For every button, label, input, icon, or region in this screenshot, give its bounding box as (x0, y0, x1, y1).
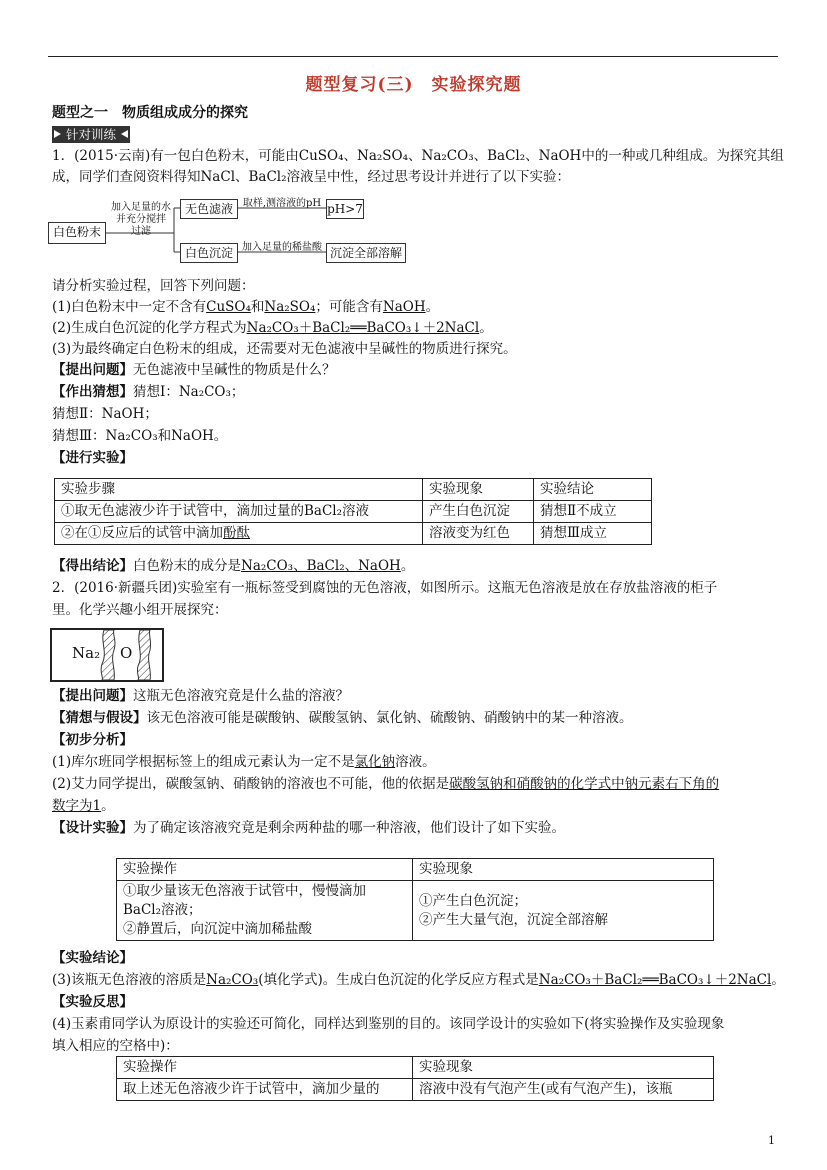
q1-guess (52, 382, 782, 402)
table-header: 实验现象 (413, 859, 714, 881)
table-cell: 溶液变为红色 (423, 523, 534, 545)
table-row (55, 523, 652, 545)
q2-a2-answer-cont: 数字为1 (52, 798, 102, 814)
q1-intro-line2: 成，同学们查阅资料得知NaCl、BaCl₂溶液呈中性，经过思考设计并进行了以下实验： (52, 169, 571, 185)
cell-line: ②静置后，向沉淀中滴加稀盐酸 (123, 921, 312, 937)
table-cell: 取上述无色溶液少许于试管中，滴加少量的 (117, 1079, 413, 1101)
q1-lead: 请分析实验过程，回答下列问题： (52, 278, 255, 294)
q1-intro-line1: 1．(2015·云南)有一包白色粉末，可能由CuSO₄、Na₂SO₄、Na₂CO₃、BaCl₂、NaOH中的一种或几种组成。为探究其组 (52, 148, 784, 164)
q2-conclusion (52, 970, 785, 990)
practice-badge: 针对训练 (52, 126, 130, 143)
table-row (117, 1079, 714, 1101)
flow-dissolve-box: 沉淀全部溶解 (326, 243, 406, 263)
q1-question-label: 【提出问题】 (52, 362, 133, 378)
page-number: 1 (768, 1134, 775, 1147)
q2-cc-answer1: Na₂CO₃ (206, 972, 259, 988)
q1-guess-label: 【作出猜想】 (52, 384, 133, 400)
table-cell: 溶液中没有气泡产生(或有气泡产生)，该瓶 (413, 1079, 714, 1101)
q2-design (52, 818, 782, 838)
table-cell (55, 523, 423, 545)
table-row (117, 881, 714, 941)
q1-conclusion-pre: 白色粉末的成分是 (133, 558, 241, 574)
table-cell (117, 881, 413, 941)
table-row (55, 501, 652, 523)
q2-intro-line1: 2．(2016·新疆兵团)实验室有一瓶标签受到腐蚀的无色溶液，如图所示。这瓶无色溶液是放在存放盐溶液的柜子 (52, 580, 718, 596)
q2-question-text: 这瓶无色溶液究竟是什么盐的溶液？ (133, 688, 349, 704)
label-o: O (120, 644, 133, 662)
q1-a1-mid: ；可能含有 (315, 299, 383, 315)
q2-cc-pre: (3)该瓶无色溶液的溶质是 (52, 972, 207, 988)
q1-a1-end: 。 (425, 299, 440, 315)
q2-analysis-label: 【初步分析】 (52, 732, 133, 748)
q2-simplified-table (116, 1056, 714, 1101)
cell-line: ①取少量该无色溶液于试管中，慢慢滴加 (123, 883, 366, 899)
q1-question (52, 360, 782, 380)
q1-a2-end: 。 (479, 320, 493, 336)
q1-guess2: 猜想Ⅱ：NaOH； (52, 406, 158, 422)
q2-reflection-label: 【实验反思】 (52, 994, 133, 1010)
q2-hypothesis-label: 【猜想与假设】 (52, 710, 147, 726)
table-header: 实验现象 (423, 479, 534, 501)
q2-design-label: 【设计实验】 (52, 820, 133, 836)
q2-a2-end: 。 (101, 798, 115, 814)
table-cell: 猜想Ⅲ成立 (534, 523, 652, 545)
q2-cc-answer2: Na₂CO₃＋BaCl₂══BaCO₃↓＋2NaCl (538, 972, 772, 988)
q1-answer1 (52, 297, 782, 317)
q1-a1-answer2: Na₂SO₄ (264, 299, 316, 315)
page-title: 题型复习(三) 实验探究题 (305, 75, 522, 95)
table-cell: 猜想Ⅱ不成立 (534, 501, 652, 523)
q1-experiment-table (54, 478, 652, 545)
label-na: Na₂ (72, 644, 101, 662)
q2-design-text: 为了确定该溶液究竟是剩余两种盐的哪一种溶液，他们设计了如下实验。 (133, 820, 565, 836)
q2-hypothesis-text: 该无色溶液可能是碳酸钠、碳酸氢钠、氯化钠、硫酸钠、硝酸钠中的某一种溶液。 (146, 710, 633, 726)
flow-ph-box: pH>7 (326, 199, 364, 219)
q1-a1-answer1: CuSO₄ (206, 299, 251, 315)
header-rule (48, 56, 778, 57)
flow-step1-text-b: 并充分搅拌 (116, 214, 166, 225)
table-header: 实验现象 (413, 1057, 714, 1079)
flow-measure-label: 取样,测溶液的pH (242, 198, 322, 209)
table-cell: ①取无色滤液少许于试管中，滴加过量的BaCl₂溶液 (55, 501, 423, 523)
flow-step1-text-a: 加入足量的水 (111, 202, 171, 213)
q1-experiment-label: 【进行实验】 (52, 450, 133, 466)
table-cell (413, 881, 714, 941)
flowchart (48, 194, 418, 266)
q2-a2-pre: (2)艾力同学提出，碳酸氢钠、硝酸钠的溶液也不可能，他的依据是 (52, 776, 450, 792)
q2-intro-line2: 里。化学兴趣小组开展探究： (52, 602, 228, 618)
cell-line: BaCl₂溶液； (123, 902, 202, 918)
flow-step1-text-c: 过滤 (131, 226, 151, 237)
q2-experiment-table (116, 858, 714, 941)
q2-cc-mid: (填化学式)。生成白色沉淀的化学反应方程式是 (258, 972, 539, 988)
q2-reflection-line1: (4)玉素甫同学认为原设计的实验还可简化，同样达到鉴别的目的。该同学设计的实验如下(将实验操作及实验现象 (52, 1016, 725, 1032)
flow-filtrate-box: 无色滤液 (180, 199, 238, 219)
cell-line: ②产生大量气泡，沉淀全部溶解 (419, 911, 608, 928)
table-row (117, 859, 714, 881)
cell-answer: 酚酞 (223, 525, 250, 541)
q2-cc-end: 。 (771, 972, 785, 988)
q1-answer3: (3)为最终确定白色粉末的组成，还需要对无色滤液中呈碱性的物质进行探究。 (52, 341, 517, 357)
table-header: 实验操作 (117, 1057, 413, 1079)
flow-start-box: 白色粉末 (48, 222, 106, 244)
q2-question-label: 【提出问题】 (52, 688, 133, 704)
q1-a1-answer3: NaOH (382, 299, 426, 315)
q2-hypothesis (52, 708, 782, 728)
q1-conclusion (52, 556, 782, 576)
q1-a2-pre: (2)生成白色沉淀的化学方程式为 (52, 320, 247, 336)
flow-precip-box: 白色沉淀 (180, 243, 238, 263)
q1-conclusion-label: 【得出结论】 (52, 558, 133, 574)
q1-answer2 (52, 318, 782, 338)
q2-question (52, 686, 782, 706)
section-subtitle: 题型之一 物质组成成分的探究 (52, 105, 248, 121)
q1-guess3: 猜想Ⅲ：Na₂CO₃和NaOH。 (52, 428, 228, 444)
cell-line: ①产生白色沉淀； (419, 892, 527, 909)
q2-a2-answer: 碳酸氢钠和硝酸钠的化学式中钠元素右下角的 (449, 776, 720, 792)
q2-analysis2 (52, 774, 782, 794)
table-header: 实验操作 (117, 859, 413, 881)
q1-a1-and: 和 (250, 299, 265, 315)
table-header: 实验结论 (534, 479, 652, 501)
q2-analysis2-cont (52, 796, 782, 816)
table-header: 实验步骤 (55, 479, 423, 501)
table-cell: 产生白色沉淀 (423, 501, 534, 523)
q1-a2-equation: Na₂CO₃＋BaCl₂══BaCO₃↓＋2NaCl (246, 320, 480, 336)
q2-a1-end: 溶液。 (395, 754, 436, 770)
flow-acid-label: 加入足量的稀盐酸 (242, 242, 322, 253)
q2-a1-answer: 氯化钠 (354, 754, 396, 770)
table-row (117, 1057, 714, 1079)
corroded-label-figure (50, 628, 164, 682)
q1-guess1: 猜想Ⅰ：Na₂CO₃； (133, 384, 245, 400)
q1-a1-pre: (1)白色粉末中一定不含有 (52, 299, 207, 315)
table-row (55, 479, 652, 501)
cell-text: ②在①反应后的试管中滴加 (61, 525, 223, 541)
q1-conclusion-answer: Na₂CO₃、BaCl₂、NaOH (241, 558, 401, 574)
q1-conclusion-end: 。 (400, 558, 415, 574)
flow-step1-label (104, 202, 178, 238)
q2-a1-pre: (1)库尔班同学根据标签上的组成元素认为一定不是 (52, 754, 355, 770)
q1-question-text: 无色滤液中呈碱性的物质是什么？ (133, 362, 336, 378)
q2-reflection-line2: 填入相应的空格中)： (52, 1038, 179, 1054)
q2-conclusion-label: 【实验结论】 (52, 950, 133, 966)
q2-analysis1 (52, 752, 782, 772)
corrosion-hatch (52, 630, 162, 680)
